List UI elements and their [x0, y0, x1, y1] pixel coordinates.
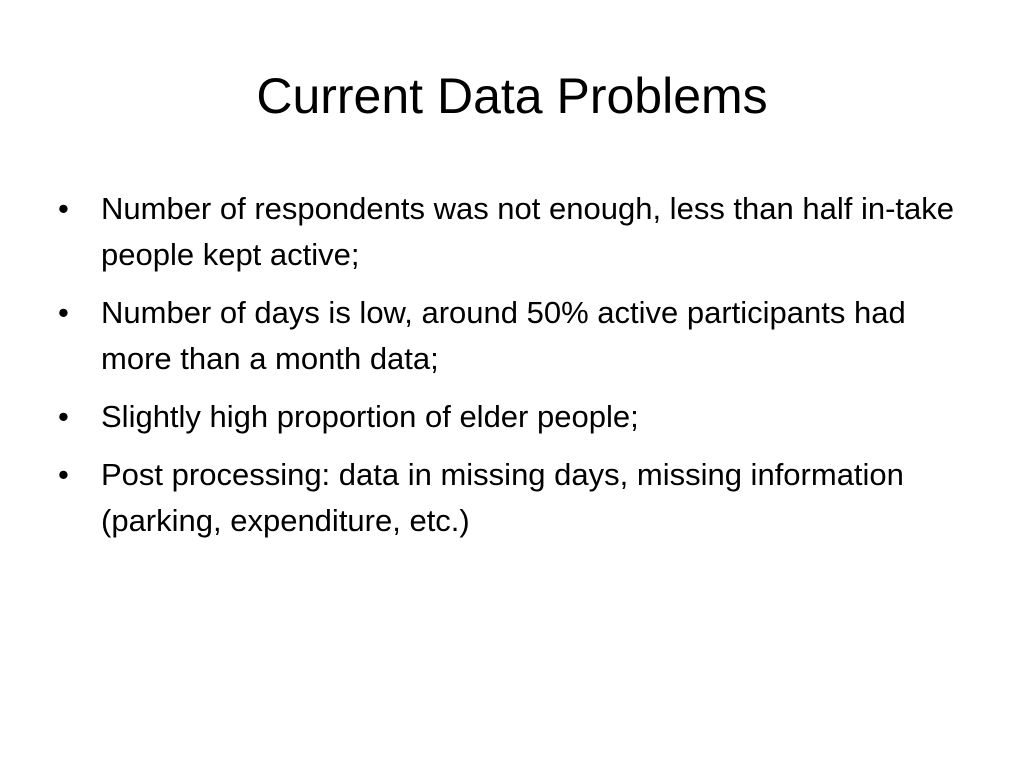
bullet-text: Number of days is low, around 50% active participants had more than a month data;: [101, 295, 906, 376]
bullet-item: [58, 186, 958, 278]
bullet-marker: •: [58, 191, 69, 226]
bullet-text: Number of respondents was not enough, less than half in-take people kept active;: [101, 191, 955, 272]
bullet-item: [58, 452, 958, 544]
bullet-text: Slightly high proportion of elder people;: [101, 399, 639, 434]
bullet-list: [58, 186, 958, 556]
bullet-item: [58, 394, 958, 440]
bullet-marker: •: [58, 457, 69, 492]
slide-title: Current Data Problems: [256, 68, 768, 124]
bullet-marker: •: [58, 295, 69, 330]
bullet-item: [58, 290, 958, 382]
bullet-text: Post processing: data in missing days, missing information (parking, expenditure, etc.): [101, 457, 904, 538]
bullet-marker: •: [58, 399, 69, 434]
